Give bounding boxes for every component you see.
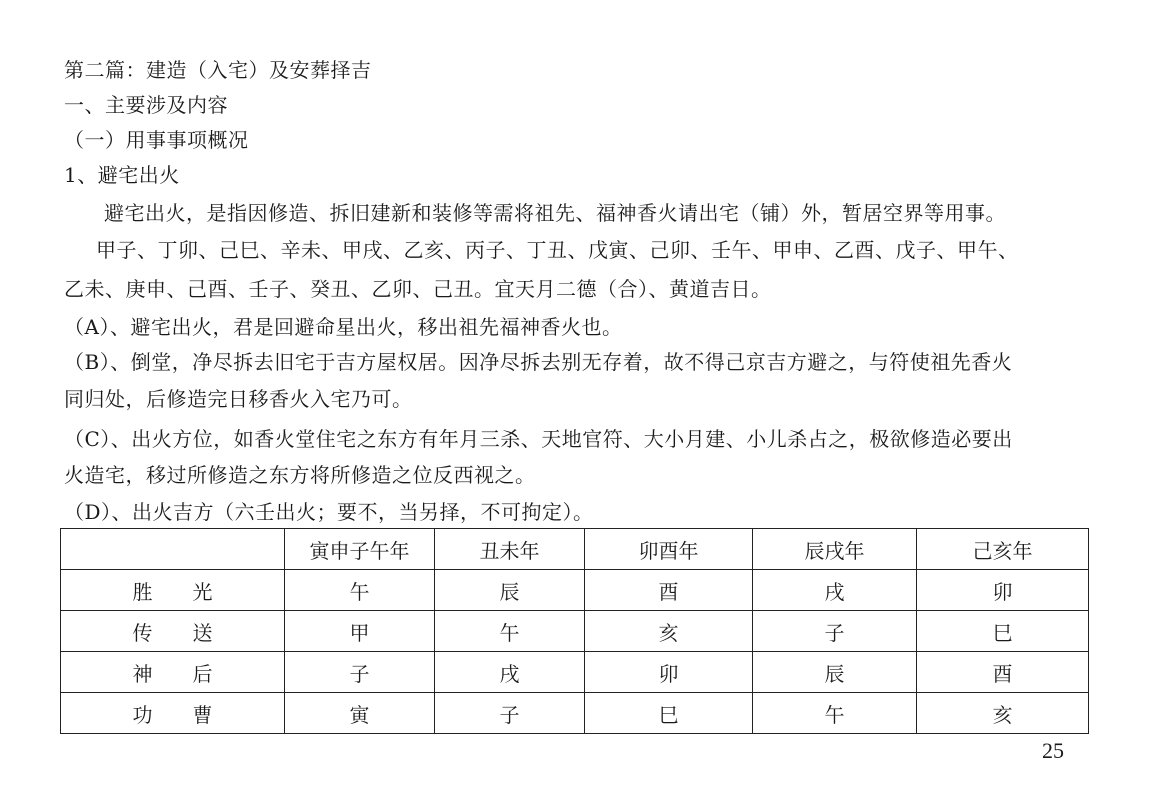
point-c-line-1: （C）、出火方位，如香火堂住宅之东方有年月三杀、天地官符、大小月建、小儿杀占之，极欲修造必要出 [64, 427, 1013, 451]
intro-paragraph: 避宅出火，是指因修造、拆旧建新和装修等需将祖先、福神香火请出宅（铺）外，暂居空界等用事。 [104, 201, 1006, 225]
point-b-line-2: 同归处，后修造完日移香火入宅乃可。 [64, 387, 413, 411]
table-header-cell [61, 529, 285, 570]
table-cell: 戌 [753, 570, 917, 611]
table-cell: 卯 [917, 570, 1089, 611]
table-row [61, 611, 1089, 652]
table-cell: 子 [753, 611, 917, 652]
item-heading: 1、避宅出火 [64, 163, 180, 187]
table-cell: 辰 [753, 652, 917, 693]
table-cell: 亥 [585, 611, 753, 652]
table-cell: 甲 [285, 611, 435, 652]
auspicious-days-line-2: 乙未、庚申、己酉、壬子、癸丑、乙卯、己丑。宜天月二德（合）、黄道吉日。 [64, 277, 772, 301]
table-cell: 巳 [917, 611, 1089, 652]
page-number: 25 [1042, 738, 1064, 763]
table-cell: 午 [285, 570, 435, 611]
point-d: （D）、出火吉方（六壬出火；要不，当另择，不可拘定）。 [64, 500, 594, 524]
auspicious-days-line-1: 甲子、丁卯、己巳、辛未、甲戌、乙亥、丙子、丁丑、戊寅、己卯、壬午、甲申、乙酉、戊子、甲午、 [96, 238, 1019, 262]
row-label: 胜光 [61, 570, 285, 611]
table-cell: 酉 [917, 652, 1089, 693]
point-a: （A）、避宅出火，君是回避命星出火，移出祖先福神香火也。 [64, 315, 623, 339]
row-label: 传送 [61, 611, 285, 652]
section-heading: 一、主要涉及内容 [64, 93, 228, 117]
table-header-cell: 卯酉年 [585, 529, 753, 570]
table-cell: 子 [285, 652, 435, 693]
row-label: 功曹 [61, 693, 285, 734]
table-cell: 巳 [585, 693, 753, 734]
fire-direction-table [60, 528, 1089, 734]
chapter-heading: 第二篇：建造（入宅）及安葬择吉 [64, 58, 372, 82]
table-cell: 子 [435, 693, 585, 734]
table-header-cell: 寅申子午年 [285, 529, 435, 570]
table-cell: 亥 [917, 693, 1089, 734]
table-header-cell: 辰戌年 [753, 529, 917, 570]
table-header-cell: 丑未年 [435, 529, 585, 570]
table-cell: 午 [435, 611, 585, 652]
table-row [61, 570, 1089, 611]
table-header-cell: 己亥年 [917, 529, 1089, 570]
table-cell: 辰 [435, 570, 585, 611]
row-label: 神后 [61, 652, 285, 693]
table-cell: 戌 [435, 652, 585, 693]
subsection-heading: （一）用事事项概况 [64, 128, 249, 152]
table-row [61, 693, 1089, 734]
table-cell: 酉 [585, 570, 753, 611]
table-cell: 卯 [585, 652, 753, 693]
point-c-line-2: 火造宅，移过所修造之东方将所修造之位反西视之。 [64, 463, 536, 487]
point-b-line-1: （B）、倒堂，净尽拆去旧宅于吉方屋权居。因净尽拆去别无存着，故不得己京吉方避之，与符使祖先香火 [64, 350, 1013, 374]
table-cell: 午 [753, 693, 917, 734]
table-header-row [61, 529, 1089, 570]
table-row [61, 652, 1089, 693]
table-cell: 寅 [285, 693, 435, 734]
